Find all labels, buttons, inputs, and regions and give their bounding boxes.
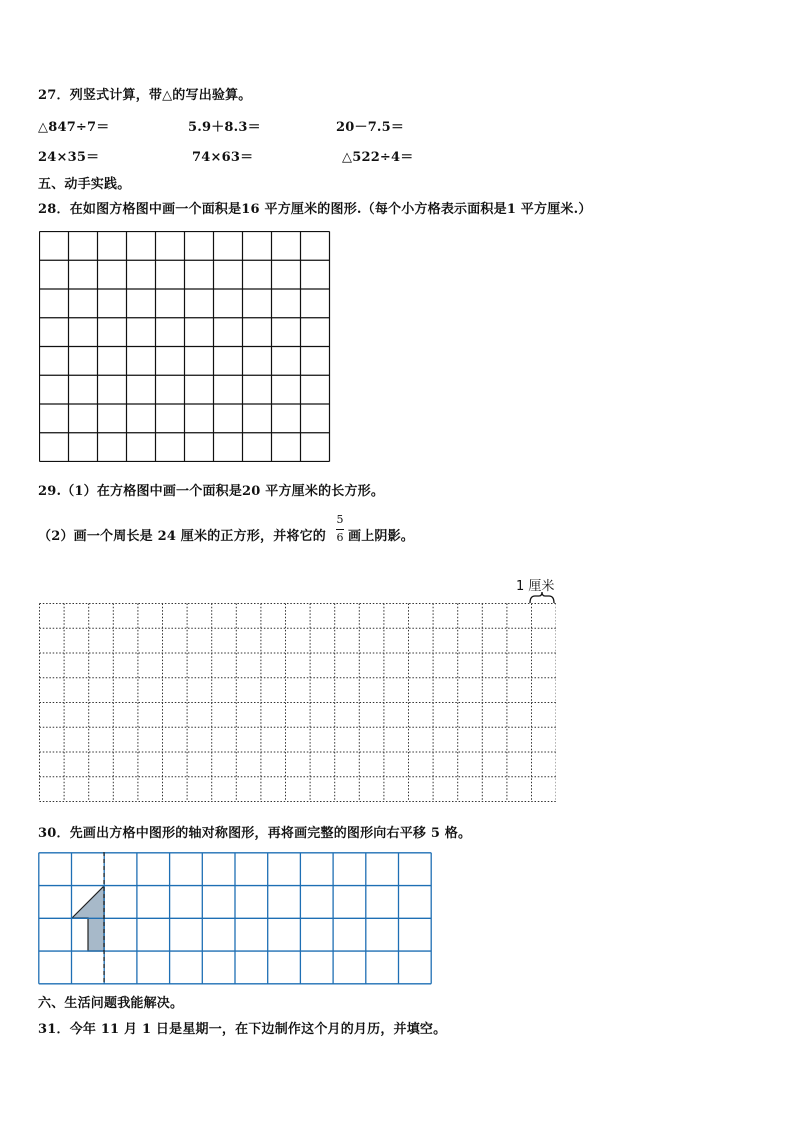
q28-grid[interactable] xyxy=(39,231,332,462)
q27-item-5: 74×63＝ xyxy=(192,150,254,165)
q29-part2-suffix: 画上阴影。 xyxy=(348,529,415,544)
q27-item-2: 5.9＋8.3＝ xyxy=(188,120,261,135)
q29-part1: 29.（1）在方格图中画一个面积是20 平方厘米的长方形。 xyxy=(38,484,385,499)
fraction-bar xyxy=(336,529,344,530)
q30-grid[interactable] xyxy=(38,852,432,985)
fraction-numerator: 5 xyxy=(336,513,344,526)
q27-title: 27．列竖式计算，带△的写出验算。 xyxy=(38,88,252,103)
q30-title: 30．先画出方格中图形的轴对称图形，再将画完整的图形向右平移 5 格。 xyxy=(38,826,472,841)
section-5-heading: 五、动手实践。 xyxy=(38,177,131,192)
q27-item-1: △847÷7＝ xyxy=(38,120,110,135)
q29-part2-text: （2）画一个周长是 24 厘米的正方形，并将它的 xyxy=(38,529,326,544)
section-6-heading: 六、生活问题我能解决。 xyxy=(38,996,184,1011)
q27-item-6: △522÷4＝ xyxy=(342,150,414,165)
q29-dotted-grid[interactable] xyxy=(39,603,556,802)
q27-item-3: 20－7.5＝ xyxy=(336,120,405,135)
fraction-denominator: 6 xyxy=(336,531,344,544)
q31-title: 31．今年 11 月 1 日是星期一，在下边制作这个月的月历，并填空。 xyxy=(38,1022,447,1037)
q27-item-4: 24×35＝ xyxy=(38,150,100,165)
unit-label-1cm: 1 厘米 xyxy=(516,579,555,594)
q28-title: 28．在如图方格图中画一个面积是16 平方厘米的图形.（每个小方格表示面积是1 平方厘米.） xyxy=(38,202,592,217)
